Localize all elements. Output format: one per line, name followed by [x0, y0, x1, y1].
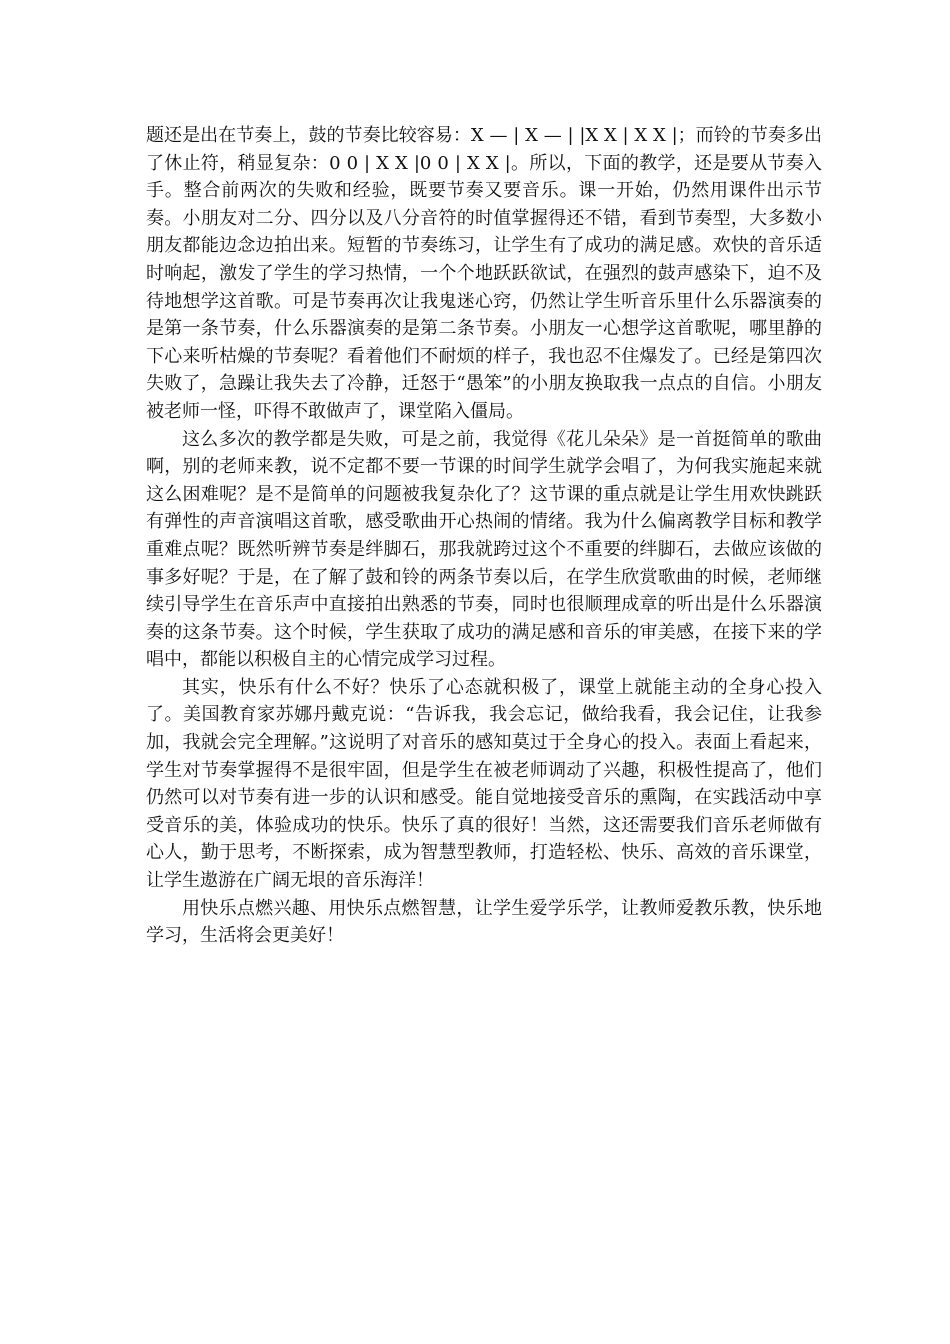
paragraph: 其实，快乐有什么不好？快乐了心态就积极了，课堂上就能主动的全身心投入了。美国教育家苏娜丹戴克说：“告诉我，我会忘记，做给我看，我会记住，让我参加，我就会完全理解。”这说明了对音乐的感知莫过于全身心的投入。表面上看起来，学生对节奏掌握得不是很牢固，但是学生在被老师调动了兴趣，积极性提高了，他们仍然可以对节奏有进一步的认识和感受。能自觉地接受音乐的熏陶，在实践活动中享受音乐的美，体验成功的快乐。快乐了真的很好！当然，这还需要我们音乐老师做有心人，勤于思考，不断探索，成为智慧型教师，打造轻松、快乐、高效的音乐课堂，让学生遨游在广阔无垠的音乐海洋！: [146, 676, 822, 892]
paragraph-closing: 用快乐点燃兴趣、用快乐点燃智慧，让学生爱学乐学，让教师爱教乐教，快乐地学习，生活将会更美好！: [146, 897, 822, 947]
paragraph: 这么多次的教学都是失败，可是之前，我觉得《花儿朵朵》是一首挺简单的歌曲啊，别的老师来教，说不定都不要一节课的时间学生就学会唱了，为何我实施起来就这么困难呢？是不是简单的问题被我复杂化了？这节课的重点就是让学生用欢快跳跃有弹性的声音演唱这首歌，感受歌曲开心热闹的情绪。我为什么偏离教学目标和教学重难点呢？既然听辨节奏是绊脚石，那我就跨过这个不重要的绊脚石，去做应该做的事多好呢？于是，在了解了鼓和铃的两条节奏以后，在学生欣赏歌曲的时候，老师继续引导学生在音乐声中直接拍出熟悉的节奏，同时也很顺理成章的听出是什么乐器演奏的这条节奏。这个时候，学生获取了成功的满足感和音乐的审美感，在接下来的学唱中，都能以积极自主的心情完成学习过程。: [146, 428, 822, 671]
paragraph-continued: 题还是出在节奏上，鼓的节奏比较容易：X — | X — | |X X | X X |；而铃的节奏多出了休止符，稍显复杂：0 0 | X X |0 0 | X X |。所以，下面的教学，还是要从节奏入手。整合前两次的失败和经验，既要节奏又要音乐。课一开始，仍然用课件出示节奏。小朋友对二分、四分以及八分音符的时值掌握得还不错，看到节奏型，大多数小朋友都能边念边拍出来。短暂的节奏练习，让学生有了成功的满足感。欢快的音乐适时响起，激发了学生的学习热情，一个个地跃跃欲试，在强烈的鼓声感染下，迫不及待地想学这首歌。可是节奏再次让我鬼迷心窍，仍然让学生听音乐里什么乐器演奏的是第一条节奏，什么乐器演奏的是第二条节奏。小朋友一心想学这首歌呢，哪里静的下心来听枯燥的节奏呢？看着他们不耐烦的样子，我也忍不住爆发了。已经是第四次失败了，急躁让我失去了冷静，迁怒于“愚笨”的小朋友换取我一点点的自信。小朋友被老师一怪，吓得不敢做声了，课堂陷入僵局。: [146, 125, 822, 422]
document-body: [146, 122, 822, 950]
